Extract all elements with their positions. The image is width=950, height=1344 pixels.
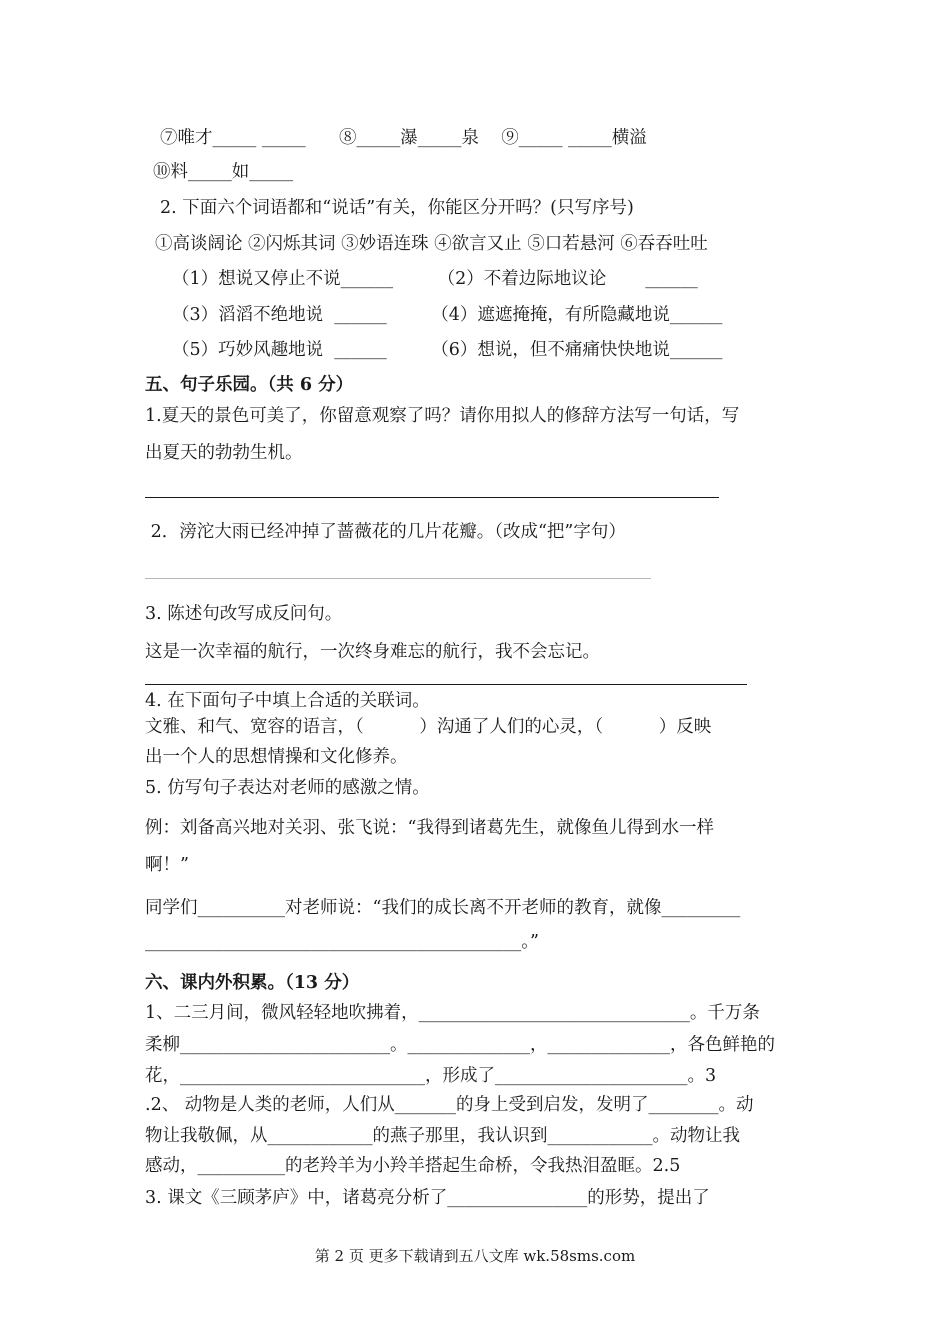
s5-q1-answer-line[interactable] xyxy=(145,497,719,498)
question-2-row-2: （3）滔滔不绝地说 ______ （4）遮遮掩掩，有所隐藏地说______ xyxy=(172,305,723,325)
question-2-prompt: 2. 下面六个词语都和“说话”有关，你能区分开吗？(只写序号) xyxy=(160,198,634,218)
s5-q3-answer-line[interactable] xyxy=(145,684,747,685)
question-2-row-3: （5）巧妙风趣地说 ______ （6）想说，但不痛痛快快地说______ xyxy=(172,340,723,360)
idiom-10: ⑩料_____如_____ xyxy=(153,162,293,182)
s5-q4-prompt: 4. 在下面句子中填上合适的关联词。 xyxy=(145,691,430,711)
s5-q5-fill-line-2: ___________________________________________。” xyxy=(145,932,539,952)
s6-q2-line-2: 物让我敬佩，从____________的燕子那里，我认识到____________。动物让我 xyxy=(145,1126,740,1146)
s6-q2-line-1: .2、 动物是人类的老师，人们从_______的身上受到启发，发明了________。动 xyxy=(145,1095,754,1115)
s5-q1-line-1: 1.夏天的景色可美了，你留意观察了吗？请你用拟人的修辞方法写一句话，写 xyxy=(145,406,740,426)
question-2-options: ①高谈阔论 ②闪烁其词 ③妙语连珠 ④欲言又止 ⑤口若悬河 ⑥吞吞吐吐 xyxy=(155,234,708,254)
s5-q2-answer-line[interactable] xyxy=(145,578,651,579)
s6-q3-line-1: 3. 课文《三顾茅庐》中，诸葛亮分析了________________的形势，提出了 xyxy=(145,1188,710,1208)
s6-q2-line-3: 感动，__________的老羚羊为小羚羊搭起生命桥，令我热泪盈眶。2.5 xyxy=(145,1156,681,1176)
page-footer: 第 2 页 更多下载请到五八文库 wk.58sms.com xyxy=(314,1247,636,1265)
s5-q3-sentence: 这是一次幸福的航行，一次终身难忘的航行，我不会忘记。 xyxy=(145,642,600,662)
s5-q5-fill-line-1: 同学们__________对老师说：“我们的成长离不开老师的教育，就像_________ xyxy=(145,898,741,918)
s5-q4-line-2: 出一个人的思想情操和文化修养。 xyxy=(145,747,408,767)
s6-q1-line-1: 1、二三月间，微风轻轻地吹拂着，_______________________________。千万条 xyxy=(145,1003,760,1023)
s5-q1-line-2: 出夏天的勃勃生机。 xyxy=(145,443,303,463)
s6-q1-line-2: 柔柳________________________。______________，______________，各色鲜艳的 xyxy=(145,1035,775,1055)
s5-q5-example-line-1: 例：刘备高兴地对关羽、张飞说：“我得到诸葛先生，就像鱼儿得到水一样 xyxy=(145,818,714,838)
s6-q1-line-3: 花，____________________________，形成了______________________。3 xyxy=(145,1066,717,1086)
section-6-title: 六、课内外积累。（13 分） xyxy=(145,973,360,993)
s5-q4-line-1: 文雅、和气、宽容的语言，（ ）沟通了人们的心灵，（ ）反映 xyxy=(145,717,712,737)
s5-q5-example-line-2: 啊！” xyxy=(145,855,189,875)
question-2-row-1: （1）想说又停止不说______ （2）不着边际地议论 ______ xyxy=(172,269,698,289)
idioms-7-9: ⑦唯才_____ _____ ⑧_____瀑_____泉 ⑨_____ _____横溢 xyxy=(160,128,647,148)
s5-q5-prompt: 5. 仿写句子表达对老师的感激之情。 xyxy=(145,778,430,798)
s5-q3-prompt: 3. 陈述句改写成反问句。 xyxy=(145,604,343,624)
section-5-title: 五、句子乐园。（共 6 分） xyxy=(145,375,354,395)
s5-q2: 2．滂沱大雨已经冲掉了蔷薇花的几片花瓣。（改成“把”字句） xyxy=(145,522,626,542)
